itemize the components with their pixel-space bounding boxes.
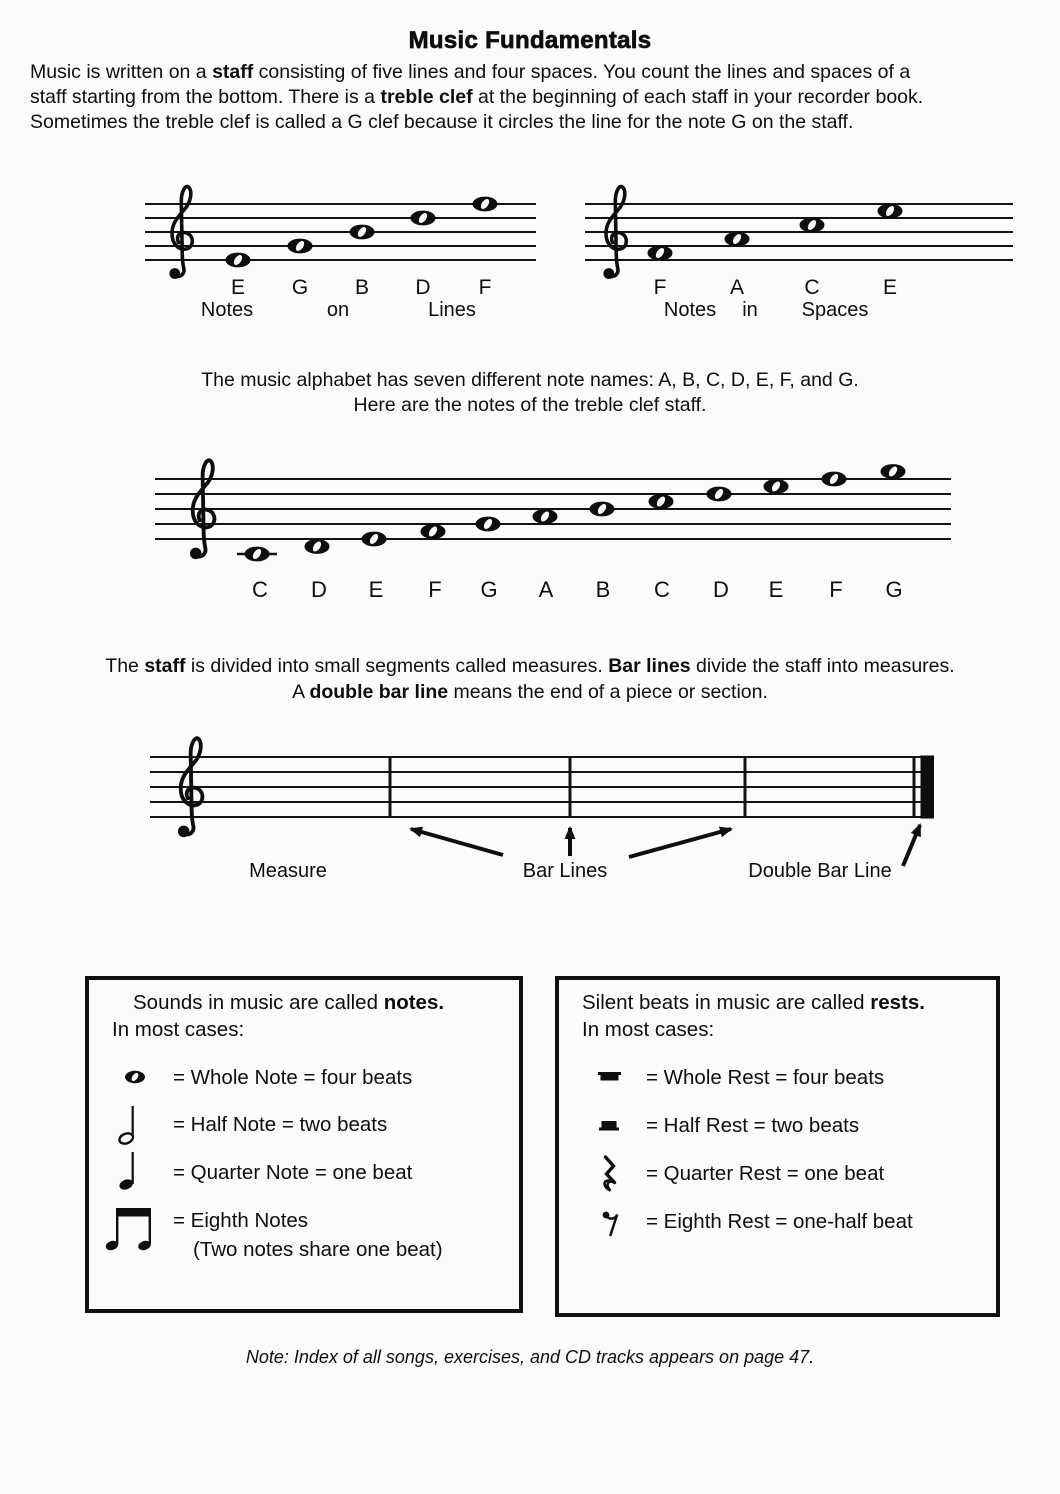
treble-clef-icon (603, 186, 626, 278)
double-bar-line-label: Double Bar Line (748, 860, 892, 882)
alphabet-label: E (368, 577, 384, 602)
whole-note-A (533, 509, 558, 524)
alphabet-label: D (311, 577, 327, 602)
eighth-notes-row: = Eighth Notes (173, 1209, 309, 1232)
eighth-rest-row: = Eighth Rest = one-half beat (646, 1210, 913, 1233)
alphabet-label: G (885, 577, 903, 602)
notes-box-subheading: In most cases: (112, 1018, 245, 1041)
whole-note-G (288, 239, 313, 254)
alphabet-label: C (654, 577, 670, 602)
intro-line-2: staff starting from the bottom. There is a treble clef at the beginning of each staff in your recorder book. (30, 86, 924, 108)
half-rest-row: = Half Rest = two beats (646, 1114, 860, 1137)
treble-clef-icon (169, 186, 192, 278)
half-note-icon (118, 1104, 138, 1146)
whole-note-C (245, 547, 270, 562)
whole-note-C (649, 494, 674, 509)
rests-box-subheading: In most cases: (582, 1018, 715, 1041)
whole-note-E (878, 204, 903, 219)
space-note-label: C (804, 276, 820, 299)
space-note-label: A (729, 276, 745, 299)
alphabet-label: E (768, 577, 784, 602)
whole-note-icon (122, 1069, 149, 1085)
double-bar-thick-line (921, 756, 935, 819)
space-note-label: E (882, 276, 898, 299)
half-note-row: = Half Note = two beats (173, 1113, 388, 1136)
staff-notes-on-lines (140, 170, 540, 290)
whole-note-F (473, 197, 498, 212)
line-note-label: E (230, 276, 246, 299)
alphabet-label: B (595, 577, 611, 602)
staff-alphabet (150, 440, 960, 575)
whole-note-E (362, 532, 387, 547)
whole-note-D (411, 211, 436, 226)
alphabet-text-1: The music alphabet has seven different note names: A, B, C, D, E, F, and G. (201, 369, 859, 391)
alphabet-label: F (829, 577, 843, 602)
eighth-notes-icon (104, 1206, 158, 1254)
page-title: Music Fundamentals (408, 27, 652, 54)
whole-rest-icon (597, 1071, 623, 1083)
measures-text-2: A double bar line means the end of a piece or section. (292, 681, 768, 703)
whole-note-G (476, 517, 501, 532)
alphabet-label: G (480, 577, 498, 602)
whole-note-F (822, 472, 847, 487)
half-rest-icon (599, 1120, 623, 1132)
alphabet-label: A (538, 577, 554, 602)
eighth-rest-icon (602, 1210, 621, 1237)
quarter-rest-row: = Quarter Rest = one beat (646, 1162, 885, 1185)
bar-lines-label: Bar Lines (522, 860, 608, 882)
intro-line-1: Music is written on a staff consisting of five lines and four spaces. You count the lines and spaces of a (30, 61, 911, 83)
whole-note-D (707, 487, 732, 502)
lines-caption: Notes (200, 299, 254, 321)
footer-note: Note: Index of all songs, exercises, and CD tracks appears on page 47. (245, 1347, 815, 1367)
line-note-label: F (478, 276, 492, 299)
whole-rest-row: = Whole Rest = four beats (646, 1066, 885, 1089)
whole-note-B (350, 225, 375, 240)
line-note-label: G (291, 276, 309, 299)
alphabet-label: D (713, 577, 729, 602)
notes-box-heading: Sounds in music are called notes. (133, 991, 445, 1014)
staff-notes-in-spaces (580, 170, 1020, 290)
alphabet-text-2: Here are the notes of the treble clef staff. (353, 394, 707, 416)
whole-note-E (226, 253, 251, 268)
whole-note-F (648, 246, 673, 261)
lines-caption: on (326, 299, 350, 321)
space-note-label: F (653, 276, 667, 299)
quarter-note-row: = Quarter Note = one beat (173, 1161, 413, 1184)
spaces-caption: Notes (663, 299, 717, 321)
alphabet-label: C (252, 577, 268, 602)
whole-note-G (881, 464, 906, 479)
intro-line-3: Sometimes the treble clef is called a G clef because it circles the line for the note G on the staff. (30, 111, 854, 133)
eighth-notes-row-sub: (Two notes share one beat) (193, 1238, 443, 1261)
rests-box-heading: Silent beats in music are called rests. (582, 991, 925, 1014)
line-note-label: D (415, 276, 431, 299)
whole-note-D (305, 539, 330, 554)
spaces-caption: Spaces (801, 299, 869, 321)
whole-note-F (421, 524, 446, 539)
whole-note-C (800, 218, 825, 233)
measure-label: Measure (249, 860, 327, 882)
whole-note-A (725, 232, 750, 247)
quarter-rest-icon (602, 1156, 620, 1192)
whole-note-E (764, 479, 789, 494)
whole-note-B (590, 502, 615, 517)
treble-clef-icon (178, 738, 203, 837)
quarter-note-icon (118, 1150, 138, 1192)
lines-caption: Lines (428, 299, 476, 321)
whole-note-row: = Whole Note = four beats (173, 1066, 413, 1089)
arrow-to-bar-line-1 (411, 829, 503, 855)
measures-text-1: The staff is divided into small segments called measures. Bar lines divide the staff into measures. (105, 655, 955, 677)
spaces-caption: in (742, 299, 758, 321)
arrow-to-double-bar (903, 825, 920, 866)
line-note-label: B (354, 276, 370, 299)
treble-clef-icon (190, 460, 215, 559)
alphabet-label: F (428, 577, 442, 602)
arrow-to-bar-line-3 (629, 829, 731, 857)
